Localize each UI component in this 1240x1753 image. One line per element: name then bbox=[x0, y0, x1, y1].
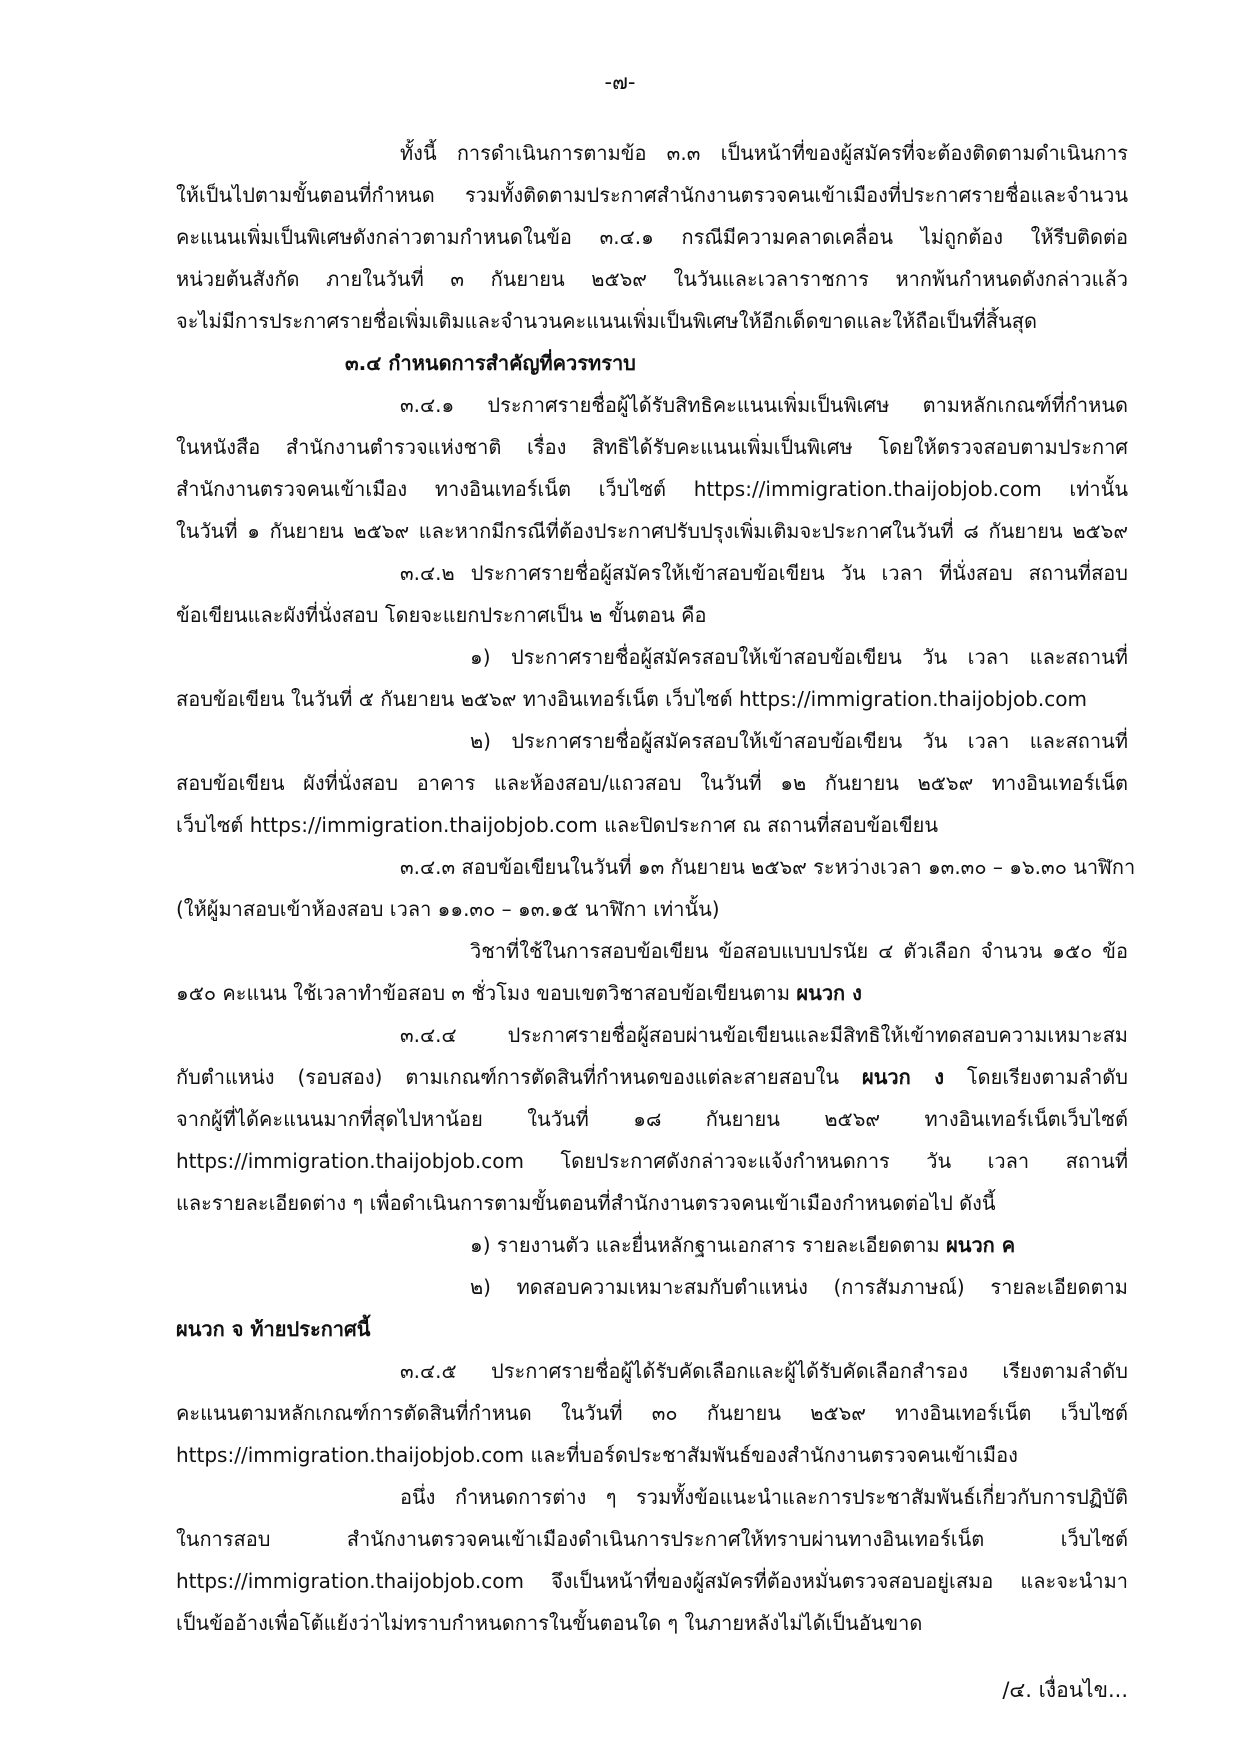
text-line bbox=[470, 722, 1128, 760]
text-line bbox=[400, 554, 1128, 592]
text-segment: จะไม่มีการประกาศรายชื่อเพิ่มเติมและจำนวนคะแนนเพิ่มเป็นพิเศษให้อีกเด็ดขาดและให้ถือเป็นที่สิ้นสุด bbox=[176, 309, 1037, 333]
text-line bbox=[176, 764, 1128, 802]
text-line bbox=[176, 806, 1128, 844]
text-line bbox=[470, 1226, 1128, 1264]
text-segment: ๑) รายงานตัว และยื่นหลักฐานเอกสาร รายละเอียดตาม bbox=[470, 1233, 947, 1257]
bold-reference: ผนวก ง bbox=[796, 981, 862, 1005]
text-segment: สำนักงานตรวจคนเข้าเมือง ทางอินเทอร์เน็ต เว็บไซต์ https://immigration.thaijobjob.com เท่านั้น bbox=[176, 477, 1128, 501]
text-line bbox=[176, 1604, 1128, 1642]
text-line bbox=[176, 1562, 1128, 1600]
text-segment: ในหนังสือ สำนักงานตำรวจแห่งชาติ เรื่อง สิทธิได้รับคะแนนเพิ่มเป็นพิเศษ โดยให้ตรวจสอบตามประกาศ bbox=[176, 435, 1128, 459]
text-segment: ทั้งนี้ การดำเนินการตามข้อ ๓.๓ เป็นหน้าที่ของผู้สมัครที่จะต้องติดตามดำเนินการ bbox=[400, 141, 1128, 165]
text-line bbox=[176, 176, 1128, 214]
text-segment: คะแนนเพิ่มเป็นพิเศษดังกล่าวตามกำหนดในข้อ ๓.๔.๑ กรณีมีความคลาดเคลื่อน ไม่ถูกต้อง ให้รีบติดต่อ bbox=[176, 225, 1128, 249]
text-segment: โดยเรียงตามลำดับ bbox=[943, 1065, 1128, 1089]
text-line bbox=[176, 302, 1128, 340]
text-line bbox=[345, 344, 1128, 382]
text-segment: หน่วยต้นสังกัด ภายในวันที่ ๓ กันยายน ๒๕๖๙ ในวันและเวลาราชการ หากพ้นกำหนดดังกล่าวแล้ว bbox=[176, 267, 1128, 291]
text-segment: ผนวก จ ท้ายประกาศนี้ bbox=[176, 1317, 371, 1341]
text-line bbox=[176, 512, 1128, 550]
text-line bbox=[176, 1436, 1128, 1474]
text-segment: ๓.๔.๔ ประกาศรายชื่อผู้สอบผ่านข้อเขียนและมีสิทธิให้เข้าทดสอบความเหมาะสม bbox=[400, 1023, 1128, 1047]
text-line bbox=[176, 680, 1128, 718]
text-segment: (ให้ผู้มาสอบเข้าห้องสอบ เวลา ๑๑.๓๐ – ๑๓.๑๕ นาฬิกา เท่านั้น) bbox=[176, 897, 720, 921]
text-line bbox=[176, 1520, 1128, 1558]
text-line bbox=[470, 932, 1128, 970]
text-segment: ๒) ประกาศรายชื่อผู้สมัครสอบให้เข้าสอบข้อเขียน วัน เวลา และสถานที่ bbox=[470, 729, 1128, 753]
text-line bbox=[176, 596, 1128, 634]
text-segment: ข้อเขียนและผังที่นั่งสอบ โดยจะแยกประกาศเป็น ๒ ขั้นตอน คือ bbox=[176, 603, 707, 627]
text-segment: https://immigration.thaijobjob.com โดยประกาศดังกล่าวจะแจ้งกำหนดการ วัน เวลา สถานที่ bbox=[176, 1149, 1128, 1173]
text-line bbox=[176, 1394, 1128, 1432]
text-segment: ให้เป็นไปตามขั้นตอนที่กำหนด รวมทั้งติดตามประกาศสำนักงานตรวจคนเข้าเมืองที่ประกาศรายชื่อและจำนวน bbox=[176, 183, 1128, 207]
text-segment: กับตำแหน่ง (รอบสอง) ตามเกณฑ์การตัดสินที่กำหนดของแต่ละสายสอบใน bbox=[176, 1065, 862, 1089]
text-segment: ๑) ประกาศรายชื่อผู้สมัครสอบให้เข้าสอบข้อเขียน วัน เวลา และสถานที่ bbox=[470, 645, 1128, 669]
text-segment: ๓.๔.๑ ประกาศรายชื่อผู้ได้รับสิทธิคะแนนเพิ่มเป็นพิเศษ ตามหลักเกณฑ์ที่กำหนด bbox=[400, 393, 1128, 417]
text-segment: ๑๕๐ คะแนน ใช้เวลาทำข้อสอบ ๓ ชั่วโมง ขอบเขตวิชาสอบข้อเขียนตาม bbox=[176, 981, 797, 1005]
text-line bbox=[176, 1142, 1128, 1180]
page-number: -๗- bbox=[604, 70, 636, 94]
text-segment: ๓.๔ กำหนดการสำคัญที่ควรทราบ bbox=[345, 351, 636, 375]
text-segment: ๓.๔.๕ ประกาศรายชื่อผู้ได้รับคัดเลือกและผู้ได้รับคัดเลือกสำรอง เรียงตามลำดับ bbox=[400, 1359, 1128, 1383]
text-line bbox=[400, 134, 1128, 172]
text-segment: เป็นข้ออ้างเพื่อโต้แย้งว่าไม่ทราบกำหนดการในขั้นตอนใด ๆ ในภายหลังไม่ได้เป็นอันขาด bbox=[176, 1611, 923, 1635]
bold-reference: ผนวก ค bbox=[946, 1233, 1016, 1257]
text-line bbox=[176, 1100, 1128, 1138]
text-line bbox=[176, 470, 1128, 508]
text-segment: คะแนนตามหลักเกณฑ์การตัดสินที่กำหนด ในวันที่ ๓๐ กันยายน ๒๕๖๙ ทางอินเทอร์เน็ต เว็บไซต์ bbox=[176, 1401, 1128, 1425]
text-line bbox=[176, 218, 1128, 256]
text-line bbox=[176, 1310, 1128, 1348]
text-line bbox=[176, 890, 1128, 928]
text-segment: ๓.๔.๓ สอบข้อเขียนในวันที่ ๑๓ กันยายน ๒๕๖๙ ระหว่างเวลา ๑๓.๓๐ – ๑๖.๓๐ นาฬิกา bbox=[400, 855, 1136, 879]
text-segment: จากผู้ที่ได้คะแนนมากที่สุดไปหาน้อย ในวันที่ ๑๘ กันยายน ๒๕๖๙ ทางอินเทอร์เน็ตเว็บไซต์ bbox=[176, 1107, 1128, 1131]
text-segment: ๒) ทดสอบความเหมาะสมกับตำแหน่ง (การสัมภาษณ์) รายละเอียดตาม bbox=[470, 1275, 1128, 1299]
text-segment: สอบข้อเขียน ผังที่นั่งสอบ อาคาร และห้องสอบ/แถวสอบ ในวันที่ ๑๒ กันยายน ๒๕๖๙ ทางอินเทอร์เน็ต bbox=[176, 771, 1128, 795]
text-line bbox=[176, 974, 1128, 1012]
text-line bbox=[470, 1268, 1128, 1306]
text-segment: https://immigration.thaijobjob.com และที่บอร์ดประชาสัมพันธ์ของสำนักงานตรวจคนเข้าเมือง bbox=[176, 1443, 1018, 1467]
text-segment: อนึ่ง กำหนดการต่าง ๆ รวมทั้งข้อแนะนำและการประชาสัมพันธ์เกี่ยวกับการปฏิบัติ bbox=[400, 1485, 1128, 1509]
continuation-footer: /๔. เงื่อนไข... bbox=[1002, 1678, 1128, 1702]
text-segment: เว็บไซต์ https://immigration.thaijobjob.com และปิดประกาศ ณ สถานที่สอบข้อเขียน bbox=[176, 813, 939, 837]
text-line bbox=[400, 1478, 1128, 1516]
text-line bbox=[176, 428, 1128, 466]
text-line bbox=[176, 1184, 1128, 1222]
text-segment: วิชาที่ใช้ในการสอบข้อเขียน ข้อสอบแบบปรนัย ๔ ตัวเลือก จำนวน ๑๕๐ ข้อ bbox=[470, 939, 1128, 963]
bold-reference: ผนวก ง bbox=[861, 1065, 944, 1089]
text-segment: ในวันที่ ๑ กันยายน ๒๕๖๙ และหากมีกรณีที่ต้องประกาศปรับปรุงเพิ่มเติมจะประกาศในวันที่ ๘ กันยายน ๒๕๖๙ bbox=[176, 519, 1128, 543]
text-line bbox=[176, 1058, 1128, 1096]
text-line bbox=[400, 386, 1128, 424]
text-segment: ในการสอบ สำนักงานตรวจคนเข้าเมืองดำเนินการประกาศให้ทราบผ่านทางอินเทอร์เน็ต เว็บไซต์ bbox=[176, 1527, 1128, 1551]
text-segment: ๓.๔.๒ ประกาศรายชื่อผู้สมัครให้เข้าสอบข้อเขียน วัน เวลา ที่นั่งสอบ สถานที่สอบ bbox=[400, 561, 1128, 585]
text-segment: และรายละเอียดต่าง ๆ เพื่อดำเนินการตามขั้นตอนที่สำนักงานตรวจคนเข้าเมืองกำหนดต่อไป ดังนี้ bbox=[176, 1191, 996, 1215]
text-segment: https://immigration.thaijobjob.com จึงเป็นหน้าที่ของผู้สมัครที่ต้องหมั่นตรวจสอบอยู่เสมอ และจะนำมา bbox=[176, 1569, 1128, 1593]
text-line bbox=[400, 1352, 1128, 1390]
text-line bbox=[470, 638, 1128, 676]
text-segment: สอบข้อเขียน ในวันที่ ๕ กันยายน ๒๕๖๙ ทางอินเทอร์เน็ต เว็บไซต์ https://immigration.thaijobjob.com bbox=[176, 687, 1087, 711]
text-line bbox=[400, 1016, 1128, 1054]
text-line bbox=[400, 848, 1136, 886]
text-line bbox=[176, 260, 1128, 298]
